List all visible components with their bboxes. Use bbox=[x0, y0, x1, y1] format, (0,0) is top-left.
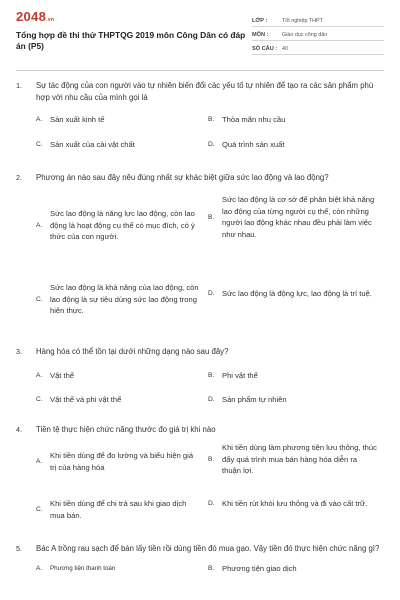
option-list bbox=[36, 194, 384, 328]
question-text: Tiền tệ thực hiện chức năng thước đo giá trị khi nào bbox=[36, 425, 216, 434]
option-c[interactable] bbox=[36, 282, 208, 317]
option-text: Sản xuất của cải vật chất bbox=[50, 140, 135, 149]
option-text: Sản phẩm tự nhiên bbox=[222, 395, 287, 404]
option-letter: A. bbox=[36, 221, 43, 229]
option-d[interactable] bbox=[208, 288, 384, 300]
option-text: Sức lao động là năng lực lao động, còn lao động là hoạt động cụ thể có mục đích, có ý thức của con người. bbox=[50, 209, 195, 242]
option-letter: A. bbox=[36, 458, 43, 466]
option-text: Sản xuất kinh tế bbox=[50, 115, 105, 124]
question-stem bbox=[16, 424, 384, 436]
option-letter: B. bbox=[208, 116, 215, 124]
option-text: Khi tiền dùng để chi trả sau khi giao dịch mua bán. bbox=[50, 499, 187, 520]
option-letter: A. bbox=[36, 372, 43, 380]
option-letter: B. bbox=[208, 213, 215, 221]
option-a[interactable] bbox=[36, 563, 208, 575]
question-text: Hàng hóa có thể tồn tại dưới những dạng nào sau đây? bbox=[36, 347, 229, 356]
option-a[interactable] bbox=[36, 370, 208, 382]
option-list bbox=[36, 442, 384, 536]
option-letter: B. bbox=[208, 372, 215, 380]
option-c[interactable] bbox=[36, 139, 208, 151]
question-stem bbox=[16, 543, 384, 555]
option-a[interactable] bbox=[36, 208, 208, 243]
option-b[interactable] bbox=[208, 114, 384, 126]
option-text: Quá trình sản xuất bbox=[222, 140, 285, 149]
meta-value: 40 bbox=[282, 46, 288, 52]
option-letter: B. bbox=[208, 455, 215, 463]
option-letter: A. bbox=[36, 116, 43, 124]
option-letter: A. bbox=[36, 565, 43, 573]
header-divider bbox=[16, 70, 384, 71]
question-stem bbox=[16, 172, 384, 184]
option-letter: C. bbox=[36, 141, 43, 149]
option-letter: D. bbox=[208, 141, 215, 149]
option-letter: D. bbox=[208, 290, 215, 298]
option-letter: C. bbox=[36, 506, 43, 514]
logo-main: 2048 bbox=[16, 9, 47, 24]
option-letter: B. bbox=[208, 565, 215, 573]
question-text: Bác A trồng rau sạch để bán lấy tiền rồi dùng tiền đó mua gạo. Vậy tiền đó thực hiện chức năng gì? bbox=[36, 544, 380, 553]
option-text: Thỏa mãn nhu cầu bbox=[222, 115, 286, 124]
option-text: Vật thể bbox=[50, 371, 75, 380]
option-text: Phi vật thể bbox=[222, 371, 258, 380]
question-number: 2. bbox=[16, 173, 22, 182]
option-a[interactable] bbox=[36, 450, 208, 473]
logo-sub: .vn bbox=[46, 17, 55, 23]
meta-label: SỐ CÂU : bbox=[252, 46, 278, 52]
option-b[interactable] bbox=[208, 442, 384, 477]
option-list bbox=[36, 563, 384, 579]
option-letter: C. bbox=[36, 295, 43, 303]
page-title: Tổng hợp đề thi thử THPTQG 2019 môn Công Dân có đáp án (P5) bbox=[16, 30, 246, 51]
question-number: 3. bbox=[16, 347, 22, 356]
meta-label: MÔN : bbox=[252, 32, 269, 38]
option-text: Khi tiền dùng làm phương tiện lưu thông, thúc đẩy quá trình mua bán hàng hóa diễn ra thuận lợi. bbox=[222, 443, 377, 476]
option-text: Vật thể và phi vật thể bbox=[50, 395, 122, 404]
option-list bbox=[36, 114, 384, 158]
question-2 bbox=[16, 172, 384, 328]
meta-label: LỚP : bbox=[252, 18, 268, 24]
page-header bbox=[16, 10, 384, 67]
question-stem bbox=[16, 80, 384, 104]
option-text: Sức lao động là cơ sở để phân biệt khả năng lao động của từng người cụ thể, còn những người lao động khác nhau đều phải làm việc như nhau. bbox=[222, 195, 375, 239]
question-4 bbox=[16, 424, 384, 536]
question-3 bbox=[16, 346, 384, 414]
question-5 bbox=[16, 543, 384, 579]
meta-class bbox=[252, 13, 384, 27]
meta-value: Giáo dục công dân bbox=[282, 32, 328, 38]
option-d[interactable] bbox=[208, 498, 384, 510]
meta-subject bbox=[252, 27, 384, 41]
option-b[interactable] bbox=[208, 194, 384, 240]
question-text: Phương án nào sau đây nêu đúng nhất sự khác biệt giữa sức lao động và lao động? bbox=[36, 173, 329, 182]
question-number: 5. bbox=[16, 544, 22, 553]
option-b[interactable] bbox=[208, 370, 384, 382]
option-letter: C. bbox=[36, 396, 43, 404]
option-d[interactable] bbox=[208, 139, 384, 151]
question-number: 4. bbox=[16, 425, 22, 434]
option-letter: D. bbox=[208, 500, 215, 508]
option-c[interactable] bbox=[36, 498, 208, 521]
meta-count bbox=[252, 41, 384, 55]
question-1 bbox=[16, 80, 384, 158]
question-number: 1. bbox=[16, 81, 22, 90]
option-d[interactable] bbox=[208, 394, 384, 406]
option-letter: D. bbox=[208, 396, 215, 404]
option-text: Phương tiện thanh toán bbox=[50, 565, 116, 572]
option-list bbox=[36, 370, 384, 414]
option-a[interactable] bbox=[36, 114, 208, 126]
option-text: Sức lao động là khả năng của lao động, còn lao động là sự tiêu dùng sức lao động trong hiện thực. bbox=[50, 283, 199, 316]
meta-value: Tốt nghiệp THPT bbox=[282, 18, 323, 24]
option-c[interactable] bbox=[36, 394, 208, 406]
site-logo[interactable] bbox=[16, 10, 246, 27]
exam-meta bbox=[252, 10, 384, 67]
header-left bbox=[16, 10, 246, 67]
option-b[interactable] bbox=[208, 563, 384, 575]
option-text: Khi tiền rút khỏi lưu thông và đi vào cất trữ. bbox=[222, 499, 368, 508]
option-text: Phương tiện giao dịch bbox=[222, 564, 297, 573]
option-text: Sức lao động là động lực, lao động là trí tuệ. bbox=[222, 289, 372, 298]
question-text: Sự tác động của con người vào tự nhiên biến đổi các yếu tố tự nhiên để tạo ra các sản phẩm phù hợp với nhu cầu của mình gọi là bbox=[36, 81, 374, 102]
question-stem bbox=[16, 346, 384, 358]
option-text: Khi tiền dùng để đo lường và biểu hiện giá trị của hàng hóa bbox=[50, 451, 194, 472]
